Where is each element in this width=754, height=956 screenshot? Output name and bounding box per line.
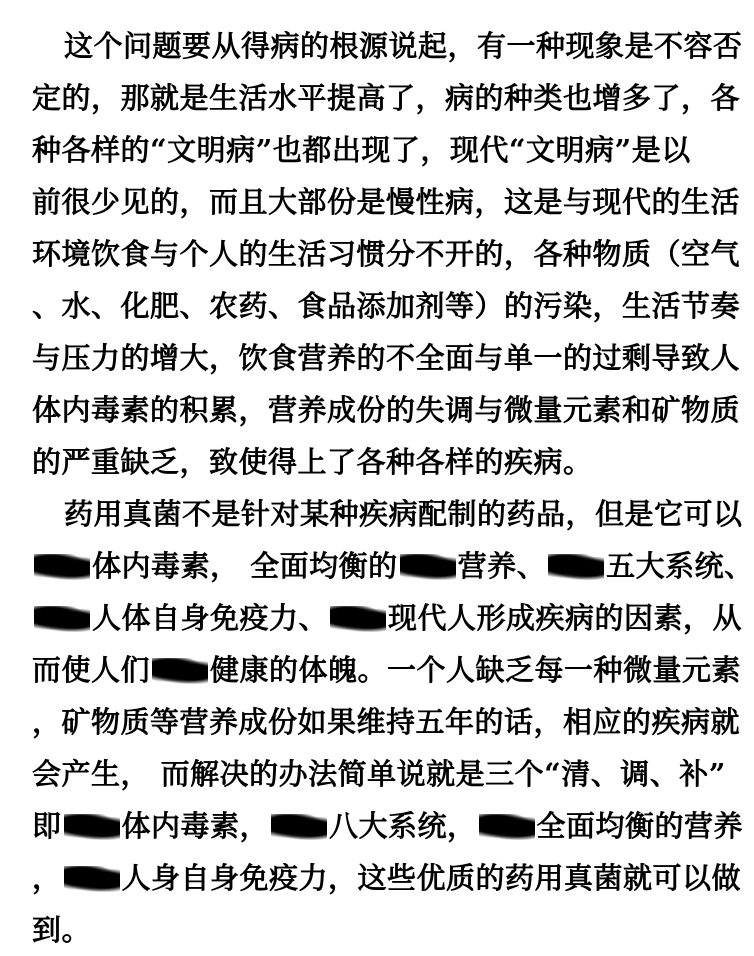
text-segment: 体内毒素， [121,809,270,843]
ink-blot-redaction [152,658,208,684]
ink-blot-redaction [271,814,327,840]
text-line: 与压力的增大，饮食营养的不全面与单一的过剩导致人 [32,341,741,375]
ink-blot-redaction [400,554,456,580]
ink-blot-redaction [34,554,90,580]
ink-blot-redaction [34,606,90,632]
text-line: 前很少见的，而且大部份是慢性病，这是与现代的生活 [32,185,741,219]
text-segment: 健康的体魄。一个人缺乏每一种微量元素 [210,653,742,687]
text-line: 的严重缺乏，致使得上了各种各样的疾病。 [32,445,593,479]
paragraph-1 [32,20,743,488]
text-segment: 全面均衡的营养 [536,809,744,843]
text-segment: 人身自身免疫力，这些优质的药用真菌就可以做 [121,861,742,895]
text-line: 药用真菌不是针对某种疾病配制的药品，但是它可以 [64,497,743,531]
text-line [32,800,744,852]
ink-blot-redaction [64,814,120,840]
ink-blot-redaction [64,866,120,892]
ink-blot-redaction [479,814,535,840]
text-line [32,592,743,644]
text-segment: ， [32,861,62,895]
text-line [32,644,742,696]
text-segment: 八大系统， [329,809,477,843]
text-segment: 体内毒素， 全面均衡的 [92,549,398,583]
text-segment: 现代人形成疾病的因素，从 [388,601,743,635]
text-line: 这个问题要从得病的根源说起，有一种现象是不容否 [64,29,743,63]
text-line: 种各样的“文明病”也都出现了，现代“文明病”是以 [32,133,691,167]
text-line [32,540,754,592]
text-segment: 人体自身免疫力、 [92,601,329,635]
text-line: 环境饮食与个人的生活习惯分不开的，各种物质（空气 [32,237,741,271]
text-segment: 而使人们 [32,653,151,687]
text-segment: 即 [32,809,62,843]
text-segment: 五大系统、 [606,549,754,583]
text-line [32,852,742,904]
ink-blot-redaction [330,606,386,632]
text-line: 体内毒素的积累，营养成份的失调与微量元素和矿物质 [32,393,741,427]
text-segment: 营养、 [457,549,547,583]
ink-blot-redaction [548,554,604,580]
text-line: ，矿物质等营养成份如果维持五年的话，相应的疾病就 [32,705,741,739]
text-line: 、水、化肥、农药、食品添加剂等）的污染，生活节奏 [32,289,741,323]
text-line: 会产生， 而解决的办法简单说就是三个“清、调、补” [32,757,726,791]
text-line: 定的，那就是生活水平提高了，病的种类也增多了，各 [32,81,741,115]
text-line: 到。 [32,913,92,947]
paragraph-2 [32,488,754,956]
